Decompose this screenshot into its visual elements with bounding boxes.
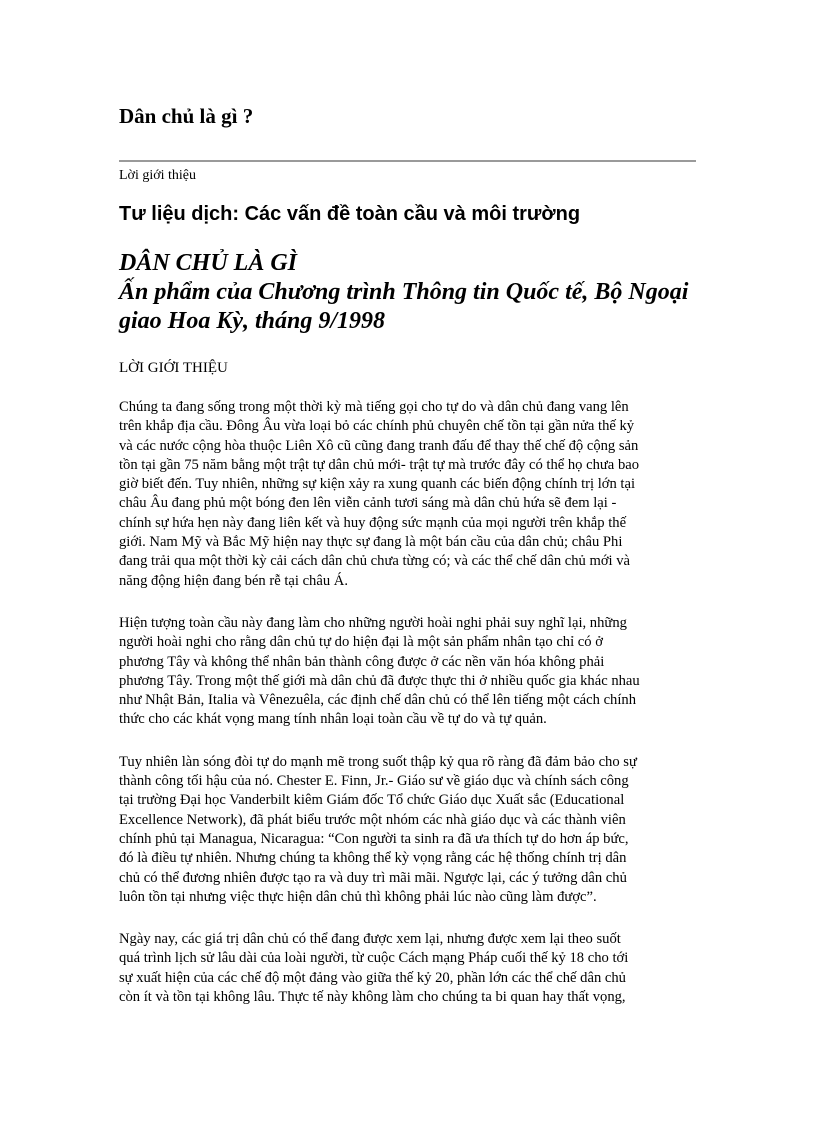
body-text (119, 398, 699, 1030)
text-line: Hiện tượng toàn cầu này đang làm cho những người hoài nghi phải suy nghĩ lại, những (119, 614, 627, 631)
paragraph (119, 398, 699, 591)
text-line: người hoài nghi cho rằng dân chủ tự do hiện đại là một sản phẩm nhân tạo chỉ có ở (119, 634, 603, 651)
text-line: thành công tối hậu của nó. Chester E. Finn, Jr.- Giáo sư về giáo dục và chính sách công (119, 773, 629, 790)
paragraph (119, 753, 699, 907)
text-line: đang trải qua một thời kỳ cải cách dân chủ chưa từng có; và các thể chế dân chủ mới và (119, 553, 631, 570)
intro-link[interactable]: Lời giới thiệu (119, 168, 197, 183)
text-line: tồn tại gần 75 năm bằng một trật tự dân chủ mới- trật tự mà trước đây có thể họ chưa bao (119, 456, 640, 473)
text-line: Ngày nay, các giá trị dân chủ có thể đang được xem lại, nhưng được xem lại theo suốt (119, 931, 621, 948)
paragraph (119, 930, 699, 1007)
text-line: Tuy nhiên làn sóng đòi tự do mạnh mẽ trong suốt thập kỷ qua rõ ràng đã đảm bảo cho sự (119, 753, 637, 770)
text-line: và các nước cộng hòa thuộc Liên Xô cũ cũng đang tranh đấu để thay thế chế độ cộng sản (119, 437, 639, 454)
text-line: phương Tây và không thể nhân bản thành công được ở các nền văn hóa không phải (119, 653, 605, 670)
text-line: luôn tồn tại nhưng việc thực hiện dân chủ thì không phải lúc nào cũng làm được”. (119, 888, 597, 905)
main-heading-line: Ấn phẩm của Chương trình Thông tin Quốc tế, Bộ Ngoại (119, 279, 689, 305)
page-title: Dân chủ là gì ? (119, 104, 254, 128)
text-line: châu Âu đang phủ một bóng đen lên viễn cảnh tươi sáng mà dân chủ hứa sẽ đem lại - (119, 495, 617, 512)
main-heading-line: giao Hoa Kỳ, tháng 9/1998 (119, 308, 386, 334)
main-heading (119, 249, 719, 336)
text-line: trên khắp địa cầu. Đông Âu vừa loại bỏ các chính phủ chuyên chế tồn tại gần nửa thế kỷ (119, 418, 635, 435)
text-line: phương Tây. Trong một thế giới mà dân chủ đã được thực thi ở nhiều quốc gia khác nhau (119, 672, 640, 689)
text-line: chính sự hứa hẹn này đang liên kết và huy động sức mạnh của mọi người trên khắp thế (119, 514, 627, 531)
text-line: thức cho các khát vọng mang tính nhân loại toàn cầu về tự do và tự quản. (119, 711, 547, 728)
text-line: Chúng ta đang sống trong một thời kỳ mà tiếng gọi cho tự do và dân chủ đang vang lên (119, 399, 629, 415)
horizontal-rule (119, 160, 696, 162)
text-line: sự xuất hiện của các chế độ một đảng vào giữa thế kỷ 20, phần lớn các thể chế dân chủ (119, 969, 626, 986)
text-line: chính phủ tại Managua, Nicaragua: “Con người ta sinh ra đã ưa thích tự do hơn áp bức, (119, 830, 629, 847)
main-heading-line: DÂN CHỦ LÀ GÌ (119, 250, 298, 276)
subheading: Tư liệu dịch: Các vấn đề toàn cầu và môi trường (119, 203, 581, 225)
text-line: giờ biết đến. Tuy nhiên, những sự kiện xảy ra xung quanh các biến động chính trị lớn tại (119, 476, 636, 493)
text-line: chủ có thể đương nhiên được tạo ra và duy trì mãi mãi. Ngược lại, các ý tưởng dân chủ (119, 869, 627, 886)
text-line: còn ít và tồn tại không lâu. Thực tế này không làm cho chúng ta bi quan hay thất vọng, (119, 989, 626, 1006)
section-label: LỜI GIỚI THIỆU (119, 360, 228, 376)
paragraph (119, 614, 699, 730)
text-line: giới. Nam Mỹ và Bắc Mỹ hiện nay thực sự đang là một bán cầu của dân chủ; châu Phi (119, 534, 623, 551)
text-line: đó là điều tự nhiên. Nhưng chúng ta không thể kỳ vọng rằng các hệ thống chính trị dân (119, 850, 627, 867)
text-line: quá trình lịch sử lâu dài của loài người, từ cuộc Cách mạng Pháp cuối thế kỷ 18 cho tới (119, 950, 629, 967)
text-line: năng động hiện đang bén rễ tại châu Á. (119, 572, 348, 589)
text-line: Excellence Network), đã phát biểu trước một nhóm các nhà giáo dục và các thành viên (119, 811, 626, 828)
text-line: tại trường Đại học Vanderbilt kiêm Giám đốc Tổ chức Giáo dục Xuất sắc (Educational (119, 792, 625, 809)
text-line: như Nhật Bản, Italia và Vênezuêla, các định chế dân chủ có thể lên tiếng một cách chính (119, 692, 637, 709)
